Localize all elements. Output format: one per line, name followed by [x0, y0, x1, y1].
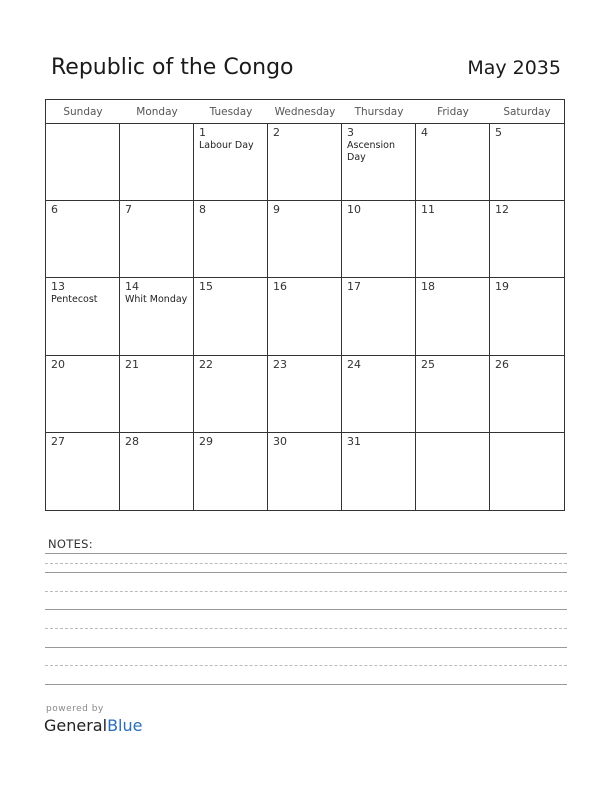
day-number: 28: [125, 434, 139, 448]
calendar-title: Republic of the Congo: [51, 55, 294, 80]
day-cell[interactable]: [194, 433, 268, 510]
day-number: 29: [199, 434, 213, 448]
day-number: 1: [199, 126, 206, 139]
day-number: 30: [273, 434, 287, 448]
day-cell[interactable]: [46, 124, 120, 201]
day-cell[interactable]: [416, 433, 490, 510]
calendar-grid: [45, 99, 565, 511]
day-cell[interactable]: [120, 124, 194, 201]
day-number: 4: [421, 126, 428, 139]
holiday-label: Ascension Day: [347, 140, 395, 163]
day-number: 6: [51, 203, 58, 217]
day-number: 11: [421, 203, 435, 217]
day-number: 15: [199, 280, 213, 294]
day-cell[interactable]: [120, 201, 194, 278]
day-cell[interactable]: [268, 433, 342, 510]
day-number: 19: [495, 280, 509, 294]
notes-line: [45, 563, 567, 564]
day-cell[interactable]: [342, 201, 416, 278]
day-cell[interactable]: [416, 201, 490, 278]
notes-line: [45, 591, 567, 592]
day-number: 31: [347, 434, 361, 448]
day-cell[interactable]: [416, 124, 490, 201]
day-cell[interactable]: [120, 278, 194, 355]
day-cell[interactable]: [490, 433, 564, 510]
notes-line: [45, 684, 567, 685]
powered-by-text: powered by: [46, 704, 104, 714]
day-cell[interactable]: [268, 278, 342, 355]
holiday-label: Labour Day: [199, 140, 254, 151]
day-cell[interactable]: [490, 201, 564, 278]
notes-line: [45, 665, 567, 666]
weekday-header: Monday: [120, 100, 194, 124]
day-number: 13: [51, 280, 65, 294]
weekday-header: Sunday: [46, 100, 120, 124]
weekday-header: Tuesday: [194, 100, 268, 124]
day-number: 25: [421, 357, 435, 371]
day-cell[interactable]: [194, 124, 268, 201]
day-number: 3: [347, 126, 354, 139]
day-cell[interactable]: [268, 201, 342, 278]
day-cell[interactable]: [268, 124, 342, 201]
day-number: 21: [125, 357, 139, 371]
weekday-header: Wednesday: [268, 100, 342, 124]
day-cell[interactable]: [194, 201, 268, 278]
notes-line: [45, 572, 567, 573]
day-cell[interactable]: [46, 356, 120, 433]
day-number: 27: [51, 434, 65, 448]
day-number: 24: [347, 357, 361, 371]
day-cell[interactable]: [46, 278, 120, 355]
weekday-header: Saturday: [490, 100, 564, 124]
day-number: 9: [273, 203, 280, 217]
day-cell[interactable]: [194, 356, 268, 433]
day-number: 16: [273, 280, 287, 294]
day-cell[interactable]: [120, 433, 194, 510]
day-number: 17: [347, 280, 361, 294]
day-number: 22: [199, 357, 213, 371]
day-number: 12: [495, 203, 509, 217]
day-number: 10: [347, 203, 361, 217]
notes-line: [45, 628, 567, 629]
day-cell[interactable]: [342, 433, 416, 510]
day-cell[interactable]: [268, 356, 342, 433]
day-number: 7: [125, 203, 132, 217]
day-cell[interactable]: [416, 356, 490, 433]
notes-line: [45, 647, 567, 648]
day-number: 2: [273, 126, 280, 139]
day-cell[interactable]: [46, 201, 120, 278]
brand-blue: Blue: [107, 716, 143, 735]
day-cell[interactable]: [342, 356, 416, 433]
day-number: 23: [273, 357, 287, 371]
weekday-header: Friday: [416, 100, 490, 124]
day-number: 8: [199, 203, 206, 217]
day-cell[interactable]: [46, 433, 120, 510]
notes-label: NOTES:: [48, 537, 93, 551]
weekday-header: Thursday: [342, 100, 416, 124]
generalblue-logo[interactable]: [44, 716, 142, 735]
day-cell[interactable]: [416, 278, 490, 355]
day-number: 18: [421, 280, 435, 294]
day-cell[interactable]: [490, 356, 564, 433]
day-number: 20: [51, 357, 65, 371]
day-cell[interactable]: [490, 124, 564, 201]
day-cell[interactable]: [342, 278, 416, 355]
brand-general: General: [44, 716, 108, 735]
notes-line: [45, 553, 567, 554]
day-cell[interactable]: [342, 124, 416, 201]
day-cell[interactable]: [194, 278, 268, 355]
month-year: May 2035: [467, 57, 561, 79]
holiday-label: Pentecost: [51, 294, 98, 306]
day-cell[interactable]: [120, 356, 194, 433]
holiday-label: Whit Monday: [125, 294, 188, 306]
day-number: 26: [495, 357, 509, 371]
day-number: 14: [125, 280, 139, 294]
day-cell[interactable]: [490, 278, 564, 355]
day-number: 5: [495, 126, 502, 139]
notes-line: [45, 609, 567, 610]
